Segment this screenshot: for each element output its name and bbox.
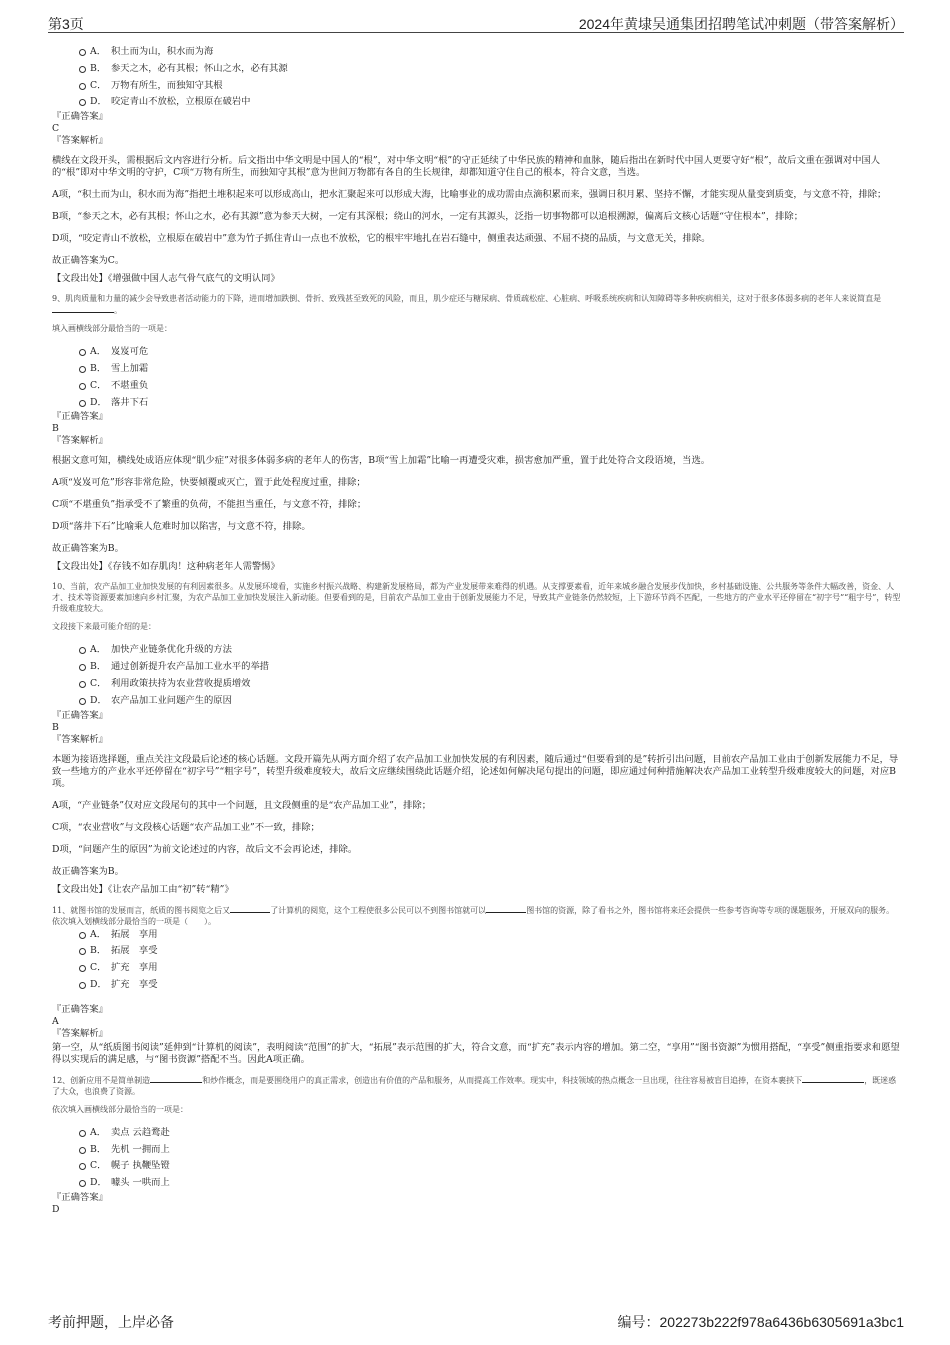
- option-letter: D．: [90, 396, 107, 408]
- answer-blank: [802, 1074, 864, 1083]
- option-text: 岌岌可危: [111, 346, 149, 358]
- radio-icon[interactable]: [79, 383, 86, 390]
- option-text: 噱头 一哄而上: [111, 1177, 170, 1189]
- option-b[interactable]: [52, 943, 902, 960]
- option-d[interactable]: [52, 693, 902, 710]
- option-letter: C．: [90, 1160, 107, 1172]
- q8-options: [52, 44, 902, 111]
- answer-label: 『正确答案』: [52, 1191, 108, 1203]
- option-a[interactable]: [52, 927, 902, 944]
- option-b[interactable]: [52, 1142, 902, 1159]
- option-letter: D．: [90, 694, 107, 706]
- option-text: 幌子 执鞭坠镫: [111, 1160, 170, 1172]
- answer-value: A: [52, 1015, 59, 1027]
- answer-blank: [230, 904, 270, 913]
- option-text: 卖点 云趋鹜赴: [111, 1126, 170, 1138]
- question-prompt: 文段接下来最可能介绍的是：: [52, 622, 156, 632]
- question-12: [52, 1074, 902, 1097]
- question-text: 11、就图书馆的发展而言，纸质的图书阅览之后又: [52, 905, 231, 915]
- answer-blank: [150, 1074, 202, 1083]
- question-text: 12、创新应用不是简单制造: [52, 1075, 151, 1085]
- source-citation: 【文段出处】《让农产品加工由“初”转“精”》: [52, 883, 234, 895]
- question-text: 了计算机的阅览，这个工程使很多公民可以不到图书馆就可以: [270, 905, 487, 915]
- question-text: 图书馆的资源，除了看书之外，图书馆将来还会提供一些参考咨询等专项的课题服务，开展双向的服务。: [526, 905, 895, 915]
- option-text: 万物有所生，而独知守其根: [111, 79, 223, 91]
- question-prompt: 依次填入划横线部分最恰当的一项是（ ）。: [52, 916, 216, 926]
- page-number: 第3页: [48, 16, 84, 32]
- option-text: 农产品加工业问题产生的原因: [111, 694, 232, 706]
- analysis-paragraph: D项，“咬定青山不放松，立根原在破岩中”意为竹子抓住青山一点也不放松，它的根牢牢地扎在岩石缝中，侧重表达顽强、不屈不挠的品质，与文意无关，排除。: [52, 233, 711, 245]
- option-text: 雪上加霜: [111, 362, 149, 374]
- option-letter: A．: [90, 928, 107, 940]
- option-text: 利用政策扶持为农业营收提质增效: [111, 677, 251, 689]
- option-c[interactable]: [52, 676, 902, 693]
- option-c[interactable]: [52, 1158, 902, 1175]
- radio-icon[interactable]: [79, 1180, 86, 1187]
- analysis-label: 『答案解析』: [52, 435, 108, 447]
- option-d[interactable]: [52, 1175, 902, 1192]
- question-text: ，既迷惑了大众，也浪费了资源。: [52, 1075, 897, 1096]
- question-9: [52, 293, 902, 316]
- analysis-label: 『答案解析』: [52, 135, 108, 147]
- option-text: 先机 一拥而上: [111, 1143, 170, 1155]
- answer-label: 『正确答案』: [52, 111, 108, 123]
- option-text: 加快产业链条优化升级的方法: [111, 644, 232, 656]
- source-citation: 【文段出处】《增强做中国人志气骨气底气的文明认同》: [52, 273, 280, 285]
- option-d[interactable]: [52, 94, 902, 111]
- option-text: 不堪重负: [111, 379, 149, 391]
- option-text: 咬定青山不放松，立根原在破岩中: [111, 96, 251, 108]
- option-c[interactable]: [52, 960, 902, 977]
- option-letter: B．: [90, 62, 107, 74]
- option-letter: C．: [90, 962, 107, 974]
- radio-icon[interactable]: [79, 99, 86, 106]
- option-text: 落井下石: [111, 396, 149, 408]
- answer-value: B: [52, 423, 59, 435]
- q10-options: [52, 642, 902, 709]
- option-text: 拓展 享用: [111, 928, 158, 940]
- radio-icon[interactable]: [79, 982, 86, 989]
- option-letter: D．: [90, 978, 107, 990]
- analysis-paragraph: C项，“农业营收”与文段核心话题“农产品加工业”不一致，排除；: [52, 821, 320, 833]
- question-10: 10、当前，农产品加工业加快发展的有利因素很多。从发展环境看，实施乡村振兴战略、构建新发展格局，都为产业发展带来难得的机遇。从支撑要素看，近年来城乡融合发展步伐加快，乡村基础设施、公共服务等条件大幅改善，资金、人才、技术等资源要素加速向乡村汇聚，为农产品加工业加快发展注入新动能。但要看到的是，目前农产品加工业由于创新发展能力不足，导致其产业链条仍然较短，上下游环节尚不匹配，一些地方的产业水平还停留在“初字号”“粗字号”，转型升级难度较大。: [52, 582, 901, 614]
- radio-icon[interactable]: [79, 1147, 86, 1154]
- answer-value: D: [52, 1203, 60, 1215]
- radio-icon[interactable]: [79, 932, 86, 939]
- analysis-paragraph: 本题为接语选择题，重点关注文段最后论述的核心话题。文段开篇先从两方面介绍了农产品加工业加快发展的有利因素，随后通过“但要看到的是”转折引出问题，目前农产品加工业由于创新发展能力不足，导致一些地方的产业水平还停留在“初字号”“粗字号”，转型升级难度较大，故后文应继续围绕此话题介绍，论述如何解决尾句提出的问题，即应通过何种措施解决农产品加工业转型升级难度较大的问题，对应B项。: [52, 753, 899, 789]
- question-text: 9、肌肉质量和力量的减少会导致患者活动能力的下降，进而增加跌倒、骨折、致残甚至致死的风险，而且，肌少症还与糖尿病、骨质疏松症、心脏病、呼吸系统疾病和认知障碍等多种疾病相关，这对于很多体弱多病的老年人来说简直是: [52, 294, 882, 304]
- option-b[interactable]: [52, 61, 902, 78]
- option-letter: A．: [90, 46, 107, 57]
- analysis-label: 『答案解析』: [52, 1027, 108, 1039]
- option-letter: B．: [90, 945, 107, 957]
- option-c[interactable]: [52, 78, 902, 95]
- document-code: 编号：202273b222f978a6436b6305691a3bc1: [617, 1314, 904, 1330]
- option-letter: A．: [90, 346, 107, 358]
- radio-icon[interactable]: [79, 948, 86, 955]
- radio-icon[interactable]: [79, 66, 86, 73]
- option-a[interactable]: [52, 344, 902, 361]
- radio-icon[interactable]: [79, 83, 86, 90]
- radio-icon[interactable]: [79, 647, 86, 654]
- q12-options: [52, 1125, 902, 1192]
- radio-icon[interactable]: [79, 664, 86, 671]
- answer-blank: [52, 304, 114, 313]
- answer-label: 『正确答案』: [52, 411, 108, 423]
- radio-icon[interactable]: [79, 965, 86, 972]
- option-b[interactable]: [52, 659, 902, 676]
- radio-icon[interactable]: [79, 366, 86, 373]
- analysis-paragraph: A项，“产业链条”仅对应文段尾句的其中一个问题，且文段侧重的是“农产品加工业”，排除；: [52, 799, 432, 811]
- answer-blank: [486, 904, 526, 913]
- option-letter: D．: [90, 96, 107, 108]
- radio-icon[interactable]: [79, 49, 86, 56]
- radio-icon[interactable]: [79, 698, 86, 705]
- option-b[interactable]: [52, 361, 902, 378]
- analysis-paragraph: C项“不堪重负”指承受不了繁重的负荷，不能担当重任，与文意不符，排除；: [52, 499, 367, 511]
- analysis-paragraph: A项，“积土而为山，积水而为海”指把土堆积起来可以形成高山，把水汇聚起来可以形成大海，比喻事业的成功需由点滴积累而来，强调日积月累、坚持不懈，才能实现从量变到质变，与文意不符，排除；: [52, 189, 887, 201]
- analysis-paragraph: 第一空，从“纸质图书阅读”延伸到“计算机的阅读”，表明阅读“范围”的扩大，“拓展”表示范围的扩大，符合文意，而“扩充”表示内容的增加。第二空，“享用”“图书资源”为惯用搭配，“享受”侧重指要求和愿望得以实现后的满足感，与“图书资源”搭配不当。因此A项正确。: [52, 1041, 900, 1065]
- option-a[interactable]: [52, 642, 902, 659]
- analysis-paragraph: A项“岌岌可危”形容非常危险，快要倾覆或灭亡，置于此处程度过重，排除；: [52, 477, 366, 489]
- page-header: [48, 14, 904, 33]
- option-a[interactable]: [52, 44, 902, 61]
- radio-icon[interactable]: [79, 349, 86, 356]
- analysis-paragraph: 故正确答案为C。: [52, 255, 125, 267]
- answer-value: C: [52, 123, 60, 135]
- option-text: 通过创新提升农产品加工业水平的举措: [111, 661, 270, 673]
- option-text: 积土而为山，积水而为海: [111, 46, 214, 57]
- document-body: [52, 44, 902, 1216]
- option-text: 参天之木，必有其根；怀山之水，必有其源: [111, 62, 288, 74]
- option-letter: C．: [90, 79, 107, 91]
- source-citation: 【文段出处】《存钱不如存肌肉！这种病老年人需警惕》: [52, 561, 280, 573]
- analysis-paragraph: 根据文意可知，横线处成语应体现“肌少症”对很多体弱多病的老年人的伤害，B项“雪上加霜”比喻一再遭受灾难，损害愈加严重，置于此处符合文段语境，当选。: [52, 455, 711, 467]
- q9-options: [52, 344, 902, 411]
- q11-options: [52, 927, 902, 994]
- option-text: 拓展 享受: [111, 945, 158, 957]
- answer-label: 『正确答案』: [52, 1003, 108, 1015]
- footer-slogan: 考前押题，上岸必备: [48, 1314, 174, 1330]
- radio-icon[interactable]: [79, 1163, 86, 1170]
- document-title: 2024年黄埭吴通集团招聘笔试冲刺题（带答案解析）: [578, 16, 904, 32]
- option-text: 扩充 享受: [111, 978, 158, 990]
- analysis-paragraph: D项，“问题产生的原因”为前文论述过的内容，故后文不会再论述，排除。: [52, 843, 358, 855]
- analysis-paragraph: D项“落井下石”比喻乘人危难时加以陷害，与文意不符，排除。: [52, 521, 311, 533]
- analysis-label: 『答案解析』: [52, 733, 108, 745]
- question-prompt: 填入画横线部分最恰当的一项是：: [52, 324, 172, 334]
- radio-icon[interactable]: [79, 400, 86, 407]
- answer-label: 『正确答案』: [52, 709, 108, 721]
- analysis-paragraph: 横线在文段开头，需根据后文内容进行分析。后文指出中华文明是中国人的“根”，对中华文明“根”的守正延续了中华民族的精神和血脉，随后指出在新时代中国人更要守好“根”，故后文重在强调对中国人的“根”即对中华文明的守护，C项“万物有所生，而独知守其根”意为世间万物都有各自的生长规律，却都知道守住自己的根本，符合文意，当选。: [52, 155, 881, 179]
- answer-value: B: [52, 721, 59, 733]
- option-letter: A．: [90, 1126, 107, 1138]
- option-letter: B．: [90, 362, 107, 374]
- radio-icon[interactable]: [79, 681, 86, 688]
- radio-icon[interactable]: [79, 1130, 86, 1137]
- option-letter: C．: [90, 677, 107, 689]
- question-11: [52, 904, 902, 916]
- question-prompt: 依次填入画横线部分最恰当的一项是：: [52, 1104, 188, 1114]
- analysis-paragraph: B项，“参天之木，必有其根；怀山之水，必有其源”意为参天大树，一定有其深根；绕山的河水，一定有其源头，泛指一切事物都可以追根溯源，偏离后文核心话题“守住根本”，排除；: [52, 211, 804, 223]
- option-c[interactable]: [52, 378, 902, 395]
- option-letter: D．: [90, 1177, 107, 1189]
- question-text: 和炒作概念，而是要围绕用户的真正需求，创造出有价值的产品和服务，从而提高工作效率。现实中，科技领域的热点概念一旦出现，往往容易被盲目追捧，在资本裹挟下: [202, 1075, 803, 1085]
- option-letter: C．: [90, 379, 107, 391]
- question-text: 。: [114, 306, 122, 316]
- option-d[interactable]: [52, 395, 902, 412]
- analysis-paragraph: 故正确答案为B。: [52, 543, 124, 555]
- option-letter: B．: [90, 1143, 107, 1155]
- option-d[interactable]: [52, 977, 902, 994]
- option-text: 扩充 享用: [111, 962, 158, 974]
- analysis-paragraph: 故正确答案为B。: [52, 865, 124, 877]
- option-a[interactable]: [52, 1125, 902, 1142]
- option-letter: B．: [90, 661, 107, 673]
- option-letter: A．: [90, 644, 107, 656]
